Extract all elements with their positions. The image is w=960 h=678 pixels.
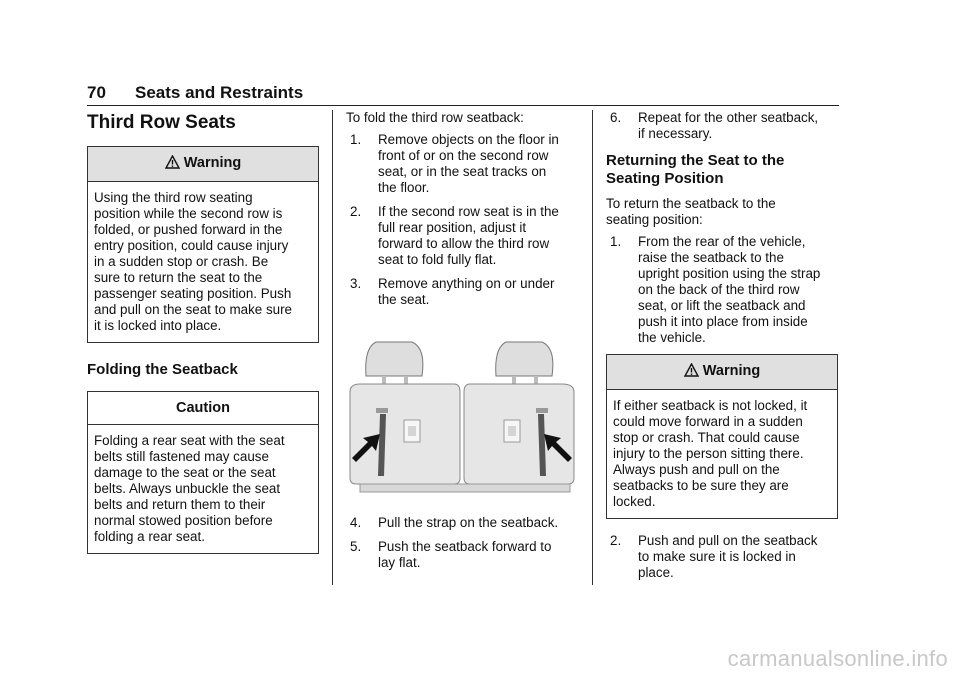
step-line: seat to fold fully flat. <box>378 252 497 267</box>
step-item <box>346 515 578 531</box>
step-line: front of or on the second row <box>378 148 549 163</box>
caution-body <box>88 425 318 553</box>
warning-box <box>87 146 319 343</box>
warning-line: in a sudden stop or crash. Be <box>94 254 269 269</box>
page-number: 70 <box>87 83 106 102</box>
step-item <box>346 204 578 268</box>
step-line: Push the seatback forward to <box>378 539 552 554</box>
step-line: Remove objects on the floor in <box>378 132 559 147</box>
step-number: 4. <box>350 515 362 530</box>
step-number: 1. <box>610 234 622 249</box>
page-header <box>87 83 839 106</box>
step-line: if necessary. <box>638 126 713 141</box>
left-seatback <box>350 384 460 484</box>
warning-line: position while the second row is <box>94 206 283 221</box>
step-item <box>606 533 838 581</box>
caution-box <box>87 391 319 554</box>
steps-list <box>346 515 578 571</box>
caution-line: belts and return them to their <box>94 497 266 512</box>
column-1 <box>87 110 319 554</box>
step-line: upright position using the strap <box>638 266 821 281</box>
caution-line: belts still fastened may cause <box>94 449 269 464</box>
chapter-title: Seats and Restraints <box>135 83 304 102</box>
warning-line: sure to return the seat to the <box>94 270 263 285</box>
step-line: Pull the strap on the seatback. <box>378 515 559 530</box>
step-item <box>346 276 578 308</box>
left-headrest <box>366 342 423 386</box>
subheading <box>606 152 838 188</box>
step-number: 2. <box>610 533 622 548</box>
step-line: full rear position, adjust it <box>378 220 527 235</box>
step-line: place. <box>638 565 674 580</box>
caution-line: damage to the seat or the seat <box>94 465 276 480</box>
steps-list <box>606 110 838 142</box>
step-line: From the rear of the vehicle, <box>638 234 806 249</box>
warning-triangle-icon <box>684 363 699 381</box>
step-item <box>346 132 578 196</box>
warning-line: passenger seating position. Push <box>94 286 292 301</box>
warning-line: injury to the person sitting there. <box>613 446 804 461</box>
warning-line: seatbacks to be sure they are <box>613 478 789 493</box>
step-line: push it into place from inside <box>638 314 808 329</box>
steps-list <box>606 533 838 581</box>
warning-body <box>607 390 837 518</box>
warning-line: locked. <box>613 494 656 509</box>
column-3 <box>606 110 838 589</box>
warning-line: stop or crash. That could cause <box>613 430 800 445</box>
warning-line: could move forward in a sudden <box>613 414 803 429</box>
warning-heading: Warning <box>702 363 761 379</box>
right-seatback <box>464 384 574 484</box>
caution-line: belts. Always unbuckle the seat <box>94 481 281 496</box>
warning-line: Using the third row seating <box>94 190 253 205</box>
warning-header <box>88 147 318 182</box>
subheading-line: Returning the Seat to the <box>606 152 785 169</box>
step-line: on the back of the third row <box>638 282 800 297</box>
warning-line: Always push and pull on the <box>613 462 780 477</box>
watermark: carmanualsonline.info <box>727 646 948 671</box>
seat-cushion <box>360 484 570 492</box>
warning-line: entry position, could cause injury <box>94 238 289 253</box>
step-line: the seat. <box>378 292 430 307</box>
intro-text: To return the seatback to the <box>606 196 776 211</box>
caution-line: normal stowed position before <box>94 513 273 528</box>
step-line: the vehicle. <box>638 330 706 345</box>
step-line: lay flat. <box>378 555 421 570</box>
caution-line: folding a rear seat. <box>94 529 205 544</box>
warning-box <box>606 354 838 519</box>
step-number: 5. <box>350 539 362 554</box>
subheading-line: Seating Position <box>606 170 724 187</box>
step-line: forward to allow the third row <box>378 236 550 251</box>
caution-line: Folding a rear seat with the seat <box>94 433 285 448</box>
warning-line: If either seatback is not locked, it <box>613 398 808 413</box>
section-title: Third Row Seats <box>87 112 236 133</box>
step-line: Push and pull on the seatback <box>638 533 818 548</box>
step-line: to make sure it is locked in <box>638 549 796 564</box>
steps-list <box>606 234 838 346</box>
seatback-illustration <box>346 328 578 501</box>
step-number: 6. <box>610 110 622 125</box>
step-line: Remove anything on or under <box>378 276 555 291</box>
intro-text: To fold the third row seatback: <box>346 110 524 125</box>
step-line: raise the seatback to the <box>638 250 784 265</box>
step-line: the floor. <box>378 180 430 195</box>
warning-header <box>607 355 837 390</box>
warning-line: folded, or pushed forward in the <box>94 222 283 237</box>
step-number: 3. <box>350 276 362 291</box>
warning-body <box>88 182 318 342</box>
column-divider <box>332 110 333 585</box>
warning-heading: Warning <box>183 155 242 171</box>
column-divider <box>592 110 593 585</box>
right-headrest <box>496 342 553 386</box>
step-item <box>606 234 838 346</box>
subheading: Folding the Seatback <box>87 361 238 378</box>
step-line: Repeat for the other seatback, <box>638 110 819 125</box>
warning-line: and pull on the seat to make sure <box>94 302 293 317</box>
step-item <box>346 539 578 571</box>
intro-text: seating position: <box>606 212 703 227</box>
warning-triangle-icon <box>165 155 180 173</box>
step-line: seat, or in the seat tracks on <box>378 164 547 179</box>
step-line: If the second row seat is in the <box>378 204 559 219</box>
warning-line: it is locked into place. <box>94 318 222 333</box>
step-line: seat, or lift the seatback and <box>638 298 806 313</box>
column-2 <box>346 110 578 579</box>
step-item <box>606 110 838 142</box>
caution-header: Caution <box>88 392 318 425</box>
steps-list <box>346 132 578 308</box>
step-number: 1. <box>350 132 362 147</box>
step-number: 2. <box>350 204 362 219</box>
